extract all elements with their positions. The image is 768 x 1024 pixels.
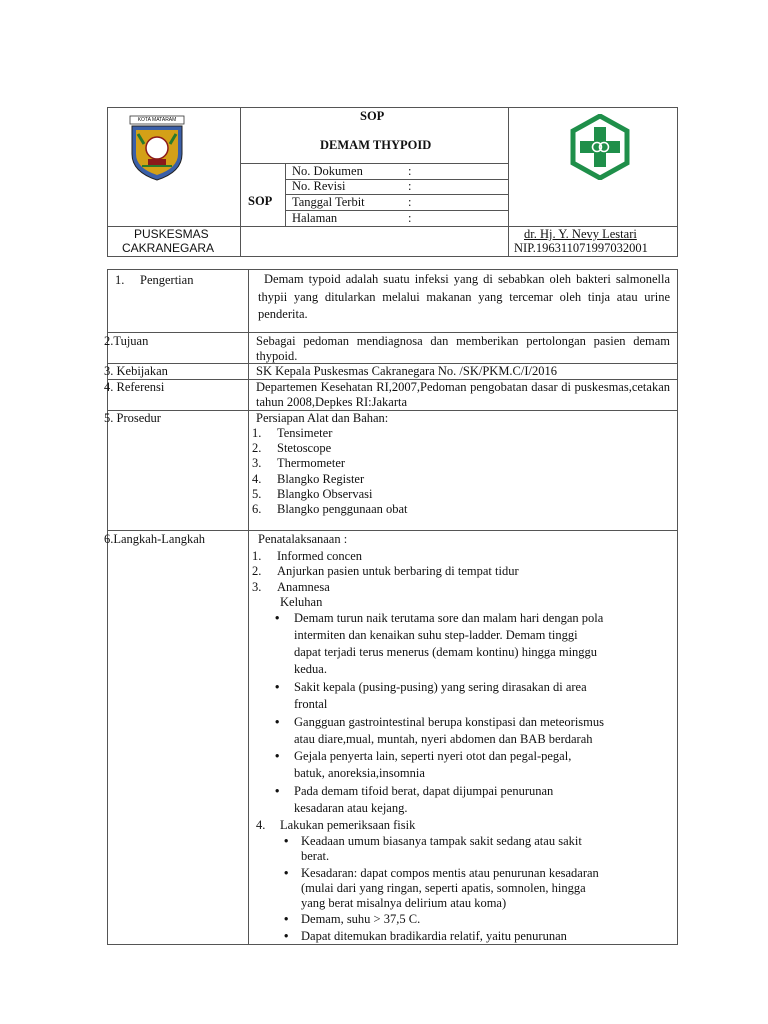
bullet-text: atau diare,mual, muntah, nyeri abdomen dan BAB berdarah [294, 732, 593, 746]
bullet-text: batuk, anoreksia,insomnia [294, 766, 425, 780]
step-text: Anamnesa [277, 580, 330, 594]
list-item: 2. Stetoscope [252, 441, 332, 456]
prosedur-list [252, 426, 652, 517]
list-item: 1. Tensimeter [252, 426, 333, 440]
row-number: 1. [115, 273, 125, 287]
bullet-text: berat. [301, 849, 330, 863]
bullet-text: frontal [294, 697, 328, 711]
row-label-prosedur: 5. Prosedur [104, 411, 161, 425]
bullet-text: kedua. [294, 662, 327, 676]
puskesmas-logo-icon [567, 114, 633, 180]
row-label-langkah: 6.Langkah-Langkah [104, 532, 206, 546]
bullet-icon: • [284, 866, 289, 880]
bullet-text: Gejala penyerta lain, seperti nyeri otot dan pegal-pegal, [294, 749, 572, 763]
field-label-halaman: Halaman [292, 211, 338, 225]
field-sep: : [408, 164, 412, 178]
bullet-icon: • [275, 749, 280, 763]
signer-nip: NIP.196311071997032001 [514, 241, 648, 255]
bullet-icon: • [275, 680, 280, 694]
sop-title: SOP [360, 109, 385, 123]
bullet-text: Sakit kepala (pusing-pusing) yang sering dirasakan di area [294, 680, 587, 694]
document-title: DEMAM THYPOID [320, 138, 432, 152]
bullet-icon: • [284, 912, 289, 926]
field-sep: : [408, 195, 412, 209]
bullet-text: dapat terjadi terus menerus (demam kontinu) hingga minggu [294, 645, 598, 659]
row-label-referensi: 4. Referensi [104, 380, 165, 394]
bullet-text: Keadaan umum biasanya tampak sakit sedang atau sakit [301, 834, 582, 848]
bullet-icon: • [284, 929, 289, 943]
step-number: 1. [252, 549, 262, 563]
bullet-text: Kesadaran: dapat compos mentis atau penurunan kesadaran [301, 866, 599, 880]
bullet-text: yang berat misalnya delirium atau koma) [301, 896, 507, 910]
prosedur-intro: Persiapan Alat dan Bahan: [256, 411, 389, 425]
kota-mataram-emblem-icon [124, 114, 190, 182]
bullet-text: Gangguan gastrointestinal berupa konstipasi dan meteorismus [294, 715, 605, 729]
langkah-intro: Penatalaksanaan : [258, 532, 348, 546]
bullet-text: intermiten dan kenaikan suhu step-ladder. Demam tinggi [294, 628, 578, 642]
org-name-line1: PUSKESMAS [134, 227, 209, 241]
step-number: 2. [252, 564, 262, 578]
tujuan-text: Sebagai pedoman mendiagnosa dan memberikan pertolongan pasien demam thypoid. [256, 334, 670, 363]
pengertian-text: Demam typoid adalah suatu infeksi yang di sebabkan oleh bakteri salmonella thypii yang ditularkan melalui makanan yang tercemar oleh tinja atau urine penderita. [258, 272, 670, 321]
row-label-tujuan: 2.Tujuan [104, 334, 149, 348]
bullet-text: Demam, suhu > 37,5 C. [301, 912, 421, 926]
row-label-pengertian: Pengertian [140, 273, 194, 287]
bullet-icon: • [275, 611, 280, 625]
row-label-kebijakan: 3. Kebijakan [104, 364, 168, 378]
field-label-tanggal-terbit: Tanggal Terbit [292, 195, 365, 209]
signer-name: dr. Hj. Y. Nevy Lestari [524, 227, 637, 241]
bullet-icon: • [275, 715, 280, 729]
referensi-text: Departemen Kesehatan RI,2007,Pedoman pengobatan dasar di puskesmas,cetakan tahun 2008,Depkes RI:Jakarta [256, 380, 670, 409]
step-text: Lakukan pemeriksaan fisik [280, 818, 416, 832]
step-number: 3. [252, 580, 262, 594]
field-sep: : [408, 211, 412, 225]
kebijakan-text: SK Kepala Puskesmas Cakranegara No. /SK/PKM.C/I/2016 [256, 364, 558, 378]
step-number: 4. [256, 818, 266, 832]
list-item: 3. Thermometer [252, 456, 346, 471]
field-label-no-revisi: No. Revisi [292, 179, 346, 193]
keluhan-label: Keluhan [280, 595, 323, 609]
emblem-caption: KOTA MATARAM [137, 117, 177, 123]
bullet-text: (mulai dari yang ringan, seperti apatis, somnolen, hingga [301, 881, 586, 895]
bullet-text: Dapat ditemukan bradikardia relatif, yaitu penurunan [301, 929, 567, 943]
sop-side-label: SOP [248, 194, 273, 208]
bullet-text: kesadaran atau kejang. [294, 801, 408, 815]
step-text: Anjurkan pasien untuk berbaring di tempat tidur [277, 564, 519, 578]
list-item: 6. Blangko penggunaan obat [252, 502, 408, 517]
bullet-icon: • [284, 834, 289, 848]
list-item: 5. Blangko Observasi [252, 486, 373, 501]
bullet-icon: • [275, 784, 280, 798]
list-item: 4. Blangko Register [252, 471, 365, 486]
bullet-text: Pada demam tifoid berat, dapat dijumpai penurunan [294, 784, 554, 798]
field-label-no-dokumen: No. Dokumen [292, 164, 363, 178]
step-text: Informed concen [277, 549, 363, 563]
bullet-text: Demam turun naik terutama sore dan malam hari dengan pola [294, 611, 604, 625]
field-sep: : [408, 179, 412, 193]
org-name-line2: CAKRANEGARA [122, 241, 215, 255]
